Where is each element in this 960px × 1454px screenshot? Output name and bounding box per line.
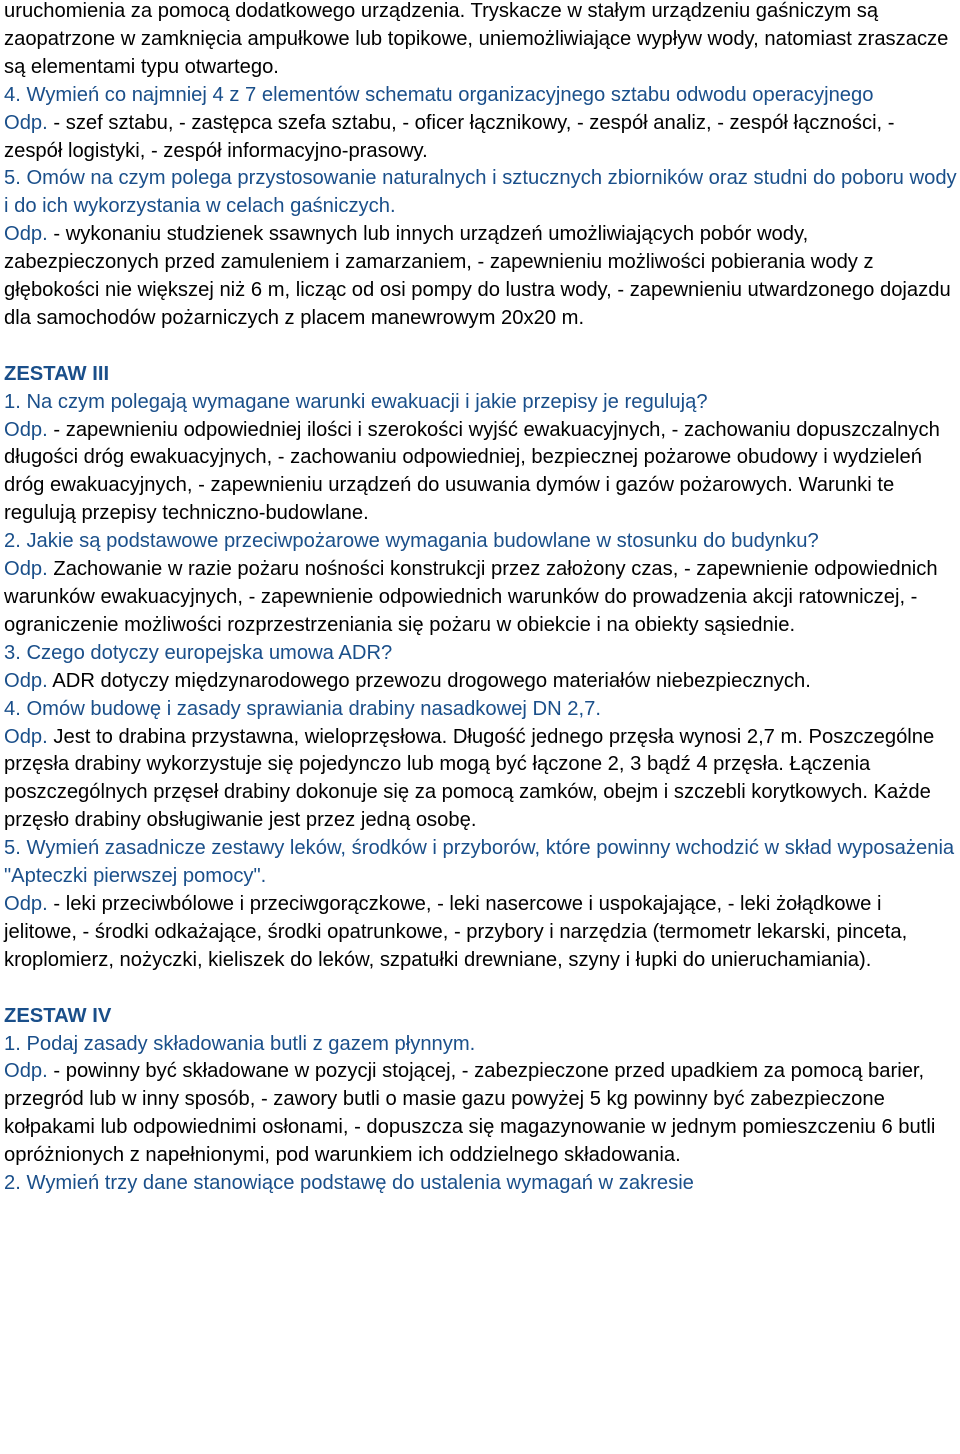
text-paragraph <box>4 82 958 110</box>
text-paragraph <box>4 1058 958 1170</box>
paragraph-lead: 1. Na czym polegają wymagane warunki ewakuacji i jakie przepisy je regulują? <box>4 390 708 413</box>
text-paragraph <box>4 110 958 166</box>
paragraph-body: Jest to drabina przystawna, wieloprzęsłowa. Długość jednego przęsła wynosi 2,7 m. Poszczególne przęsła drabiny wykorzystuje się pojedynczo lub mogą być łączone 2, 3 bądź 4 przęsła. Łączenia poszczególnych przęseł drabiny dokonuje się za pomocą zamków, obejm i szczebli korytkowych. Każde przęsło drabiny obsługiwanie jest przez jedną osobę. <box>4 725 935 832</box>
paragraph-body: - szef sztabu, - zastępca szefa sztabu, - oficer łącznikowy, - zespół analiz, - zespół łączności, - zespół logistyki, - zespół informacyjno-prasowy. <box>4 111 895 162</box>
paragraph-lead: 5. Omów na czym polega przystosowanie naturalnych i sztucznych zbiorników oraz studni do poboru wody i do ich wykorzystania w celach gaśniczych. <box>4 167 957 218</box>
paragraph-lead: 4. Wymień co najmniej 4 z 7 elementów schematu organizacyjnego sztabu odwodu operacyjnego <box>4 83 874 106</box>
text-paragraph <box>4 389 958 417</box>
text-paragraph <box>4 417 958 529</box>
paragraph-body: - leki przeciwbólowe i przeciwgorączkowe, - leki nasercowe i uspokajające, - leki żołądkowe i jelitowe, - środki odkażające, środki opatrunkowe, - przybory i narzędzia (termometr lekarski, pinceta, kroplomierz, nożyczki, kieliszek do leków, szpatułki drewniane, szyny i łupki do unieruchamiania). <box>4 892 908 971</box>
paragraph-lead: 2. Jakie są podstawowe przeciwpożarowe wymagania budowlane w stosunku do budynku? <box>4 530 819 553</box>
text-paragraph <box>4 696 958 724</box>
paragraph-lead: Odp. <box>4 892 48 915</box>
text-paragraph <box>4 668 958 696</box>
paragraph-lead: 4. Omów budowę i zasady sprawiania drabiny nasadkowej DN 2,7. <box>4 697 601 720</box>
text-paragraph <box>4 221 958 333</box>
document-page <box>4 0 958 1198</box>
paragraph-lead: 5. Wymień zasadnicze zestawy leków, środków i przyborów, które powinny wchodzić w skład wyposażenia "Apteczki pierwszej pomocy". <box>4 837 955 888</box>
section-heading: ZESTAW IV <box>4 1004 112 1027</box>
paragraph-lead: 2. Wymień trzy dane stanowiące podstawę do ustalenia wymagań w zakresie <box>4 1172 694 1195</box>
paragraph-lead: Odp. <box>4 223 48 246</box>
paragraph-body: - zapewnieniu odpowiedniej ilości i szerokości wyjść ewakuacyjnych, - zachowaniu dopuszczalnych długości dróg ewakuacyjnych, - zachowaniu odpowiedniej, bezpiecznej pożarowe obudowy i wydzieleń dróg ewakuacyjnych, - zapewnieniu urządzeń do usuwania dymów i gazów pożarowych. Warunki te regulują przepisy techniczno-budowlane. <box>4 418 940 525</box>
paragraph-body: uruchomienia za pomocą dodatkowego urządzenia. Tryskacze w stałym urządzeniu gaśniczym są zaopatrzone w zamknięcia ampułkowe lub topikowe, uniemożliwiające wypływ wody, natomiast zraszacze są elementami typu otwartego. <box>4 0 949 78</box>
paragraph-body: - wykonaniu studzienek ssawnych lub innych urządzeń umożliwiających pobór wody, zabezpieczonych przed zamuleniem i zamarzaniem, - zapewnieniu możliwości pobierania wody z głębokości nie większej niż 6 m, licząc od osi pompy do lustra wody, - zapewnieniu utwardzonego dojazdu dla samochodów pożarniczych z placem manewrowym 20x20 m. <box>4 223 951 329</box>
paragraph-lead: Odp. <box>4 669 48 692</box>
text-paragraph <box>4 640 958 668</box>
text-paragraph <box>4 556 958 640</box>
paragraph-lead: 3. Czego dotyczy europejska umowa ADR? <box>4 641 393 664</box>
paragraph-lead: 1. Podaj zasady składowania butli z gazem płynnym. <box>4 1032 476 1055</box>
paragraph-spacer <box>4 333 958 361</box>
section-heading: ZESTAW III <box>4 362 110 385</box>
text-paragraph <box>4 0 958 82</box>
paragraph-body: ADR dotyczy międzynarodowego przewozu drogowego materiałów niebezpiecznych. <box>47 669 811 692</box>
paragraph-lead: Odp. <box>4 1060 48 1083</box>
text-paragraph <box>4 835 958 891</box>
paragraph-spacer <box>4 975 958 1003</box>
paragraph-body: Zachowanie w razie pożaru nośności konstrukcji przez założony czas, - zapewnienie odpowiednich warunków ewakuacyjnych, - zapewnienie odpowiednich warunków do prowadzenia akcji ratowniczej, - ograniczenie możliwości rozprzestrzeniania się pożaru w obiekcie i na obiekty sąsiednie. <box>4 558 938 636</box>
text-paragraph <box>4 1031 958 1059</box>
text-paragraph <box>4 528 958 556</box>
paragraph-lead: Odp. <box>4 725 48 748</box>
text-paragraph <box>4 891 958 975</box>
text-paragraph <box>4 165 958 221</box>
text-paragraph <box>4 1170 958 1198</box>
paragraph-lead: Odp. <box>4 558 48 581</box>
paragraph-lead: Odp. <box>4 111 48 134</box>
paragraph-body: - powinny być składowane w pozycji stojącej, - zabezpieczone przed upadkiem za pomocą barier, przegród lub w inny sposób, - zawory butli o masie gazu powyżej 5 kg powinny być zabezpieczone kołpakami lub odpowiednimi osłonami, - dopuszcza się magazynowanie w jednym pomieszczeniu 6 butli opróżnionych z napełnionymi, pod warunkiem ich oddzielnego składowania. <box>4 1060 936 1167</box>
text-paragraph <box>4 724 958 836</box>
paragraph-lead: Odp. <box>4 418 48 441</box>
